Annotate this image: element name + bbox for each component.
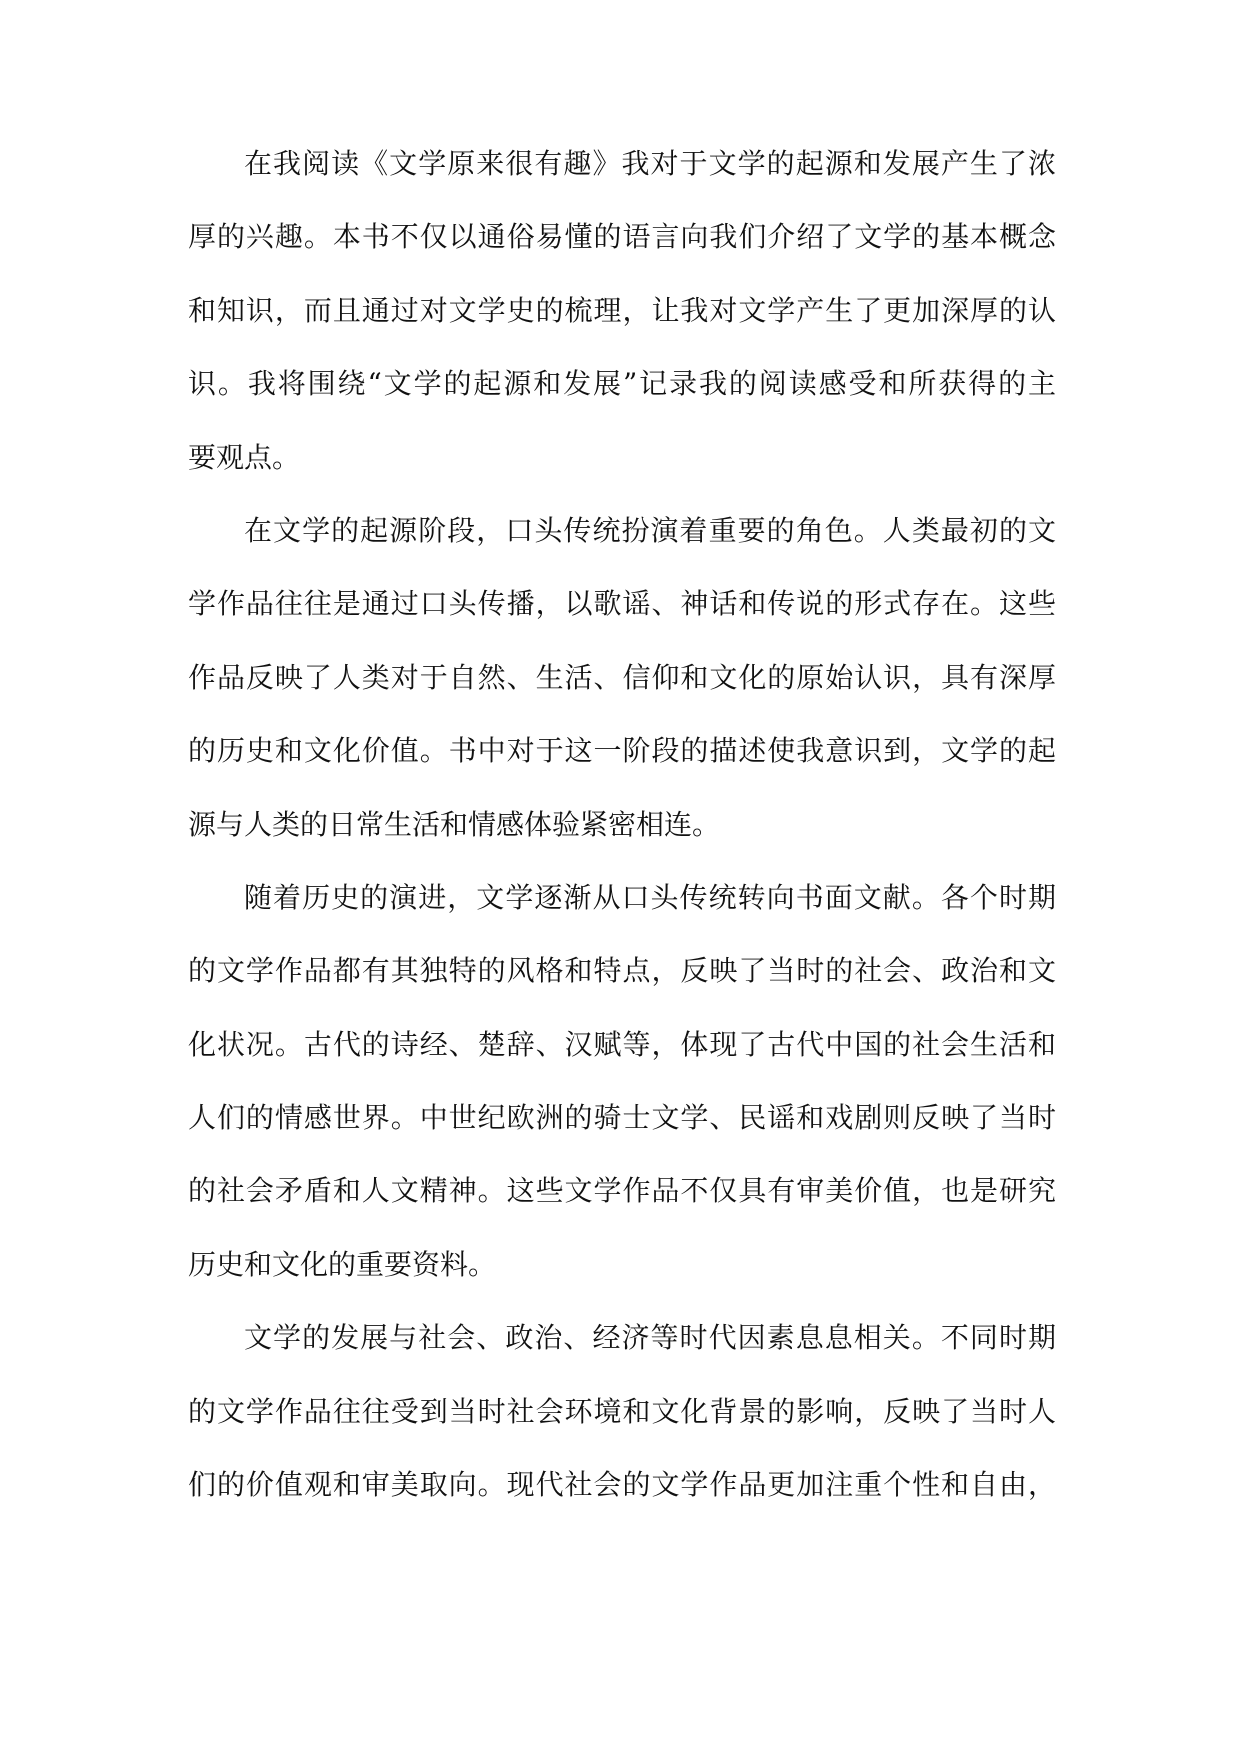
text-line: 识。我将围绕“文学的起源和发展”记录我的阅读感受和所获得的主 (188, 367, 1056, 401)
text-line: 历史和文化的重要资料。 (188, 1247, 497, 1281)
paragraph-4 (188, 1316, 1056, 1536)
text-line: 源与人类的日常生活和情感体验紧密相连。 (188, 807, 721, 841)
paragraph-3 (188, 876, 1056, 1316)
text-line: 的历史和文化价值。书中对于这一阶段的描述使我意识到，文学的起 (188, 734, 1056, 768)
text-line: 化状况。古代的诗经、楚辞、汉赋等，体现了古代中国的社会生活和 (188, 1027, 1056, 1061)
text-line: 作品反映了人类对于自然、生活、信仰和文化的原始认识，具有深厚 (188, 660, 1056, 694)
body-text (188, 142, 1056, 1536)
text-line: 要观点。 (188, 440, 301, 474)
text-line: 的社会矛盾和人文精神。这些文学作品不仅具有审美价值，也是研究 (188, 1174, 1056, 1208)
text-line: 学作品往往是通过口头传播，以歌谣、神话和传说的形式存在。这些 (188, 587, 1056, 621)
text-line: 在我阅读《文学原来很有趣》我对于文学的起源和发展产生了浓 (244, 147, 1056, 180)
paragraph-1 (188, 142, 1056, 509)
text-line: 和知识，而且通过对文学史的梳理，让我对文学产生了更加深厚的认 (188, 293, 1056, 327)
text-line: 厚的兴趣。本书不仅以通俗易懂的语言向我们介绍了文学的基本概念 (188, 220, 1056, 254)
paragraph-2 (188, 509, 1056, 876)
text-line: 人们的情感世界。中世纪欧洲的骑士文学、民谣和戏剧则反映了当时 (188, 1101, 1056, 1135)
text-line: 随着历史的演进，文学逐渐从口头传统转向书面文献。各个时期 (244, 880, 1056, 914)
text-line: 的文学作品往往受到当时社会环境和文化背景的影响，反映了当时人 (188, 1394, 1056, 1428)
text-line: 在文学的起源阶段，口头传统扮演着重要的角色。人类最初的文 (244, 513, 1056, 547)
text-line: 文学的发展与社会、政治、经济等时代因素息息相关。不同时期 (244, 1321, 1056, 1355)
text-line: 们的价值观和审美取向。现代社会的文学作品更加注重个性和自由， (188, 1468, 1056, 1502)
text-line: 的文学作品都有其独特的风格和特点，反映了当时的社会、政治和文 (188, 954, 1056, 988)
